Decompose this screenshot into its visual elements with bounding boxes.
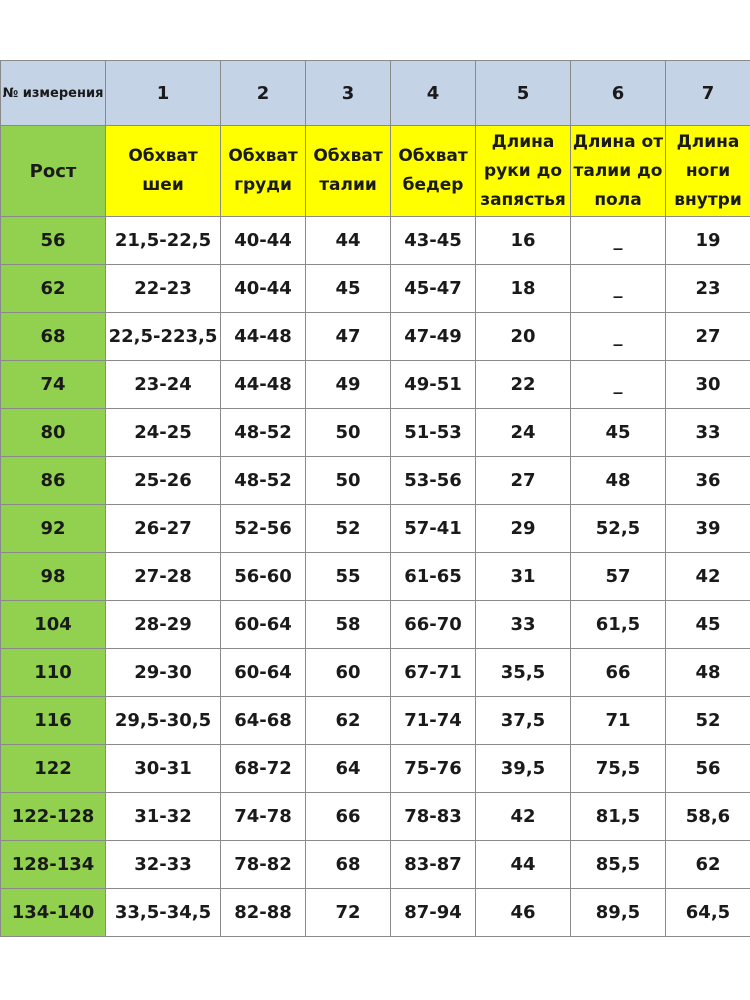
measurement-cell: 58,6 <box>666 793 750 841</box>
measurement-cell: 75-76 <box>391 745 476 793</box>
measurement-cell: 87-94 <box>391 889 476 937</box>
measurement-cell: 27 <box>666 313 750 361</box>
measurement-cell: 48 <box>666 649 750 697</box>
measurement-cell: 57-41 <box>391 505 476 553</box>
measurement-cell: 48-52 <box>221 409 306 457</box>
measurement-cell: 45 <box>666 601 750 649</box>
measurement-cell: 32-33 <box>106 841 221 889</box>
table-row <box>1 793 750 841</box>
measurement-cell: 60-64 <box>221 601 306 649</box>
measurement-cell: 36 <box>666 457 750 505</box>
measurement-cell: 72 <box>306 889 391 937</box>
measurement-cell: 21,5-22,5 <box>106 217 221 265</box>
measurement-cell: 27 <box>476 457 571 505</box>
column-number: 2 <box>221 61 306 126</box>
measurement-cell: 57 <box>571 553 666 601</box>
measurement-cell: 22-23 <box>106 265 221 313</box>
height-cell: 68 <box>1 313 106 361</box>
measurement-cell: 56-60 <box>221 553 306 601</box>
measurement-cell: 31-32 <box>106 793 221 841</box>
measurement-cell: 39 <box>666 505 750 553</box>
measurement-cell: 53-56 <box>391 457 476 505</box>
table-row <box>1 457 750 505</box>
height-cell: 86 <box>1 457 106 505</box>
measurement-cell: 24 <box>476 409 571 457</box>
size-chart-table <box>0 60 750 937</box>
column-name: Длина от талии до пола <box>571 126 666 217</box>
table-row <box>1 409 750 457</box>
measurement-cell: 50 <box>306 457 391 505</box>
measurement-cell: 64-68 <box>221 697 306 745</box>
table-row <box>1 601 750 649</box>
measurement-cell: 29-30 <box>106 649 221 697</box>
measurement-cell: 23-24 <box>106 361 221 409</box>
table-row <box>1 505 750 553</box>
measurement-cell: 45-47 <box>391 265 476 313</box>
measurement-cell: 71 <box>571 697 666 745</box>
measurement-cell: 28-29 <box>106 601 221 649</box>
measurement-cell: 37,5 <box>476 697 571 745</box>
measurement-cell: 27-28 <box>106 553 221 601</box>
column-number: 6 <box>571 61 666 126</box>
measurement-cell: 16 <box>476 217 571 265</box>
measurement-cell: 66 <box>306 793 391 841</box>
measurement-cell: 20 <box>476 313 571 361</box>
measurement-cell: 29 <box>476 505 571 553</box>
height-column-label: Рост <box>1 126 106 217</box>
measurement-cell: 67-71 <box>391 649 476 697</box>
measurement-cell: 42 <box>476 793 571 841</box>
measurement-cell: 31 <box>476 553 571 601</box>
measurement-cell: 62 <box>666 841 750 889</box>
measurement-cell: 48-52 <box>221 457 306 505</box>
column-name: Обхват груди <box>221 126 306 217</box>
measurement-cell: 75,5 <box>571 745 666 793</box>
table-row <box>1 745 750 793</box>
measurement-cell: 40-44 <box>221 265 306 313</box>
measurement-cell: 33 <box>666 409 750 457</box>
measurement-cell: 49 <box>306 361 391 409</box>
column-number: 1 <box>106 61 221 126</box>
measurement-cell: 60-64 <box>221 649 306 697</box>
measurement-cell: 19 <box>666 217 750 265</box>
measurement-cell: 55 <box>306 553 391 601</box>
measurement-cell: 24-25 <box>106 409 221 457</box>
table-row <box>1 265 750 313</box>
table-row <box>1 889 750 937</box>
measurement-cell: 81,5 <box>571 793 666 841</box>
measurement-cell: 29,5-30,5 <box>106 697 221 745</box>
measurement-cell: 61-65 <box>391 553 476 601</box>
column-name: Обхват бедер <box>391 126 476 217</box>
height-cell: 116 <box>1 697 106 745</box>
column-number: 3 <box>306 61 391 126</box>
column-number: 7 <box>666 61 750 126</box>
measurement-cell: _ <box>571 361 666 409</box>
header-number-row <box>1 61 750 126</box>
measurement-cell: 66-70 <box>391 601 476 649</box>
measurement-cell: 23 <box>666 265 750 313</box>
column-name: Длина руки до запястья <box>476 126 571 217</box>
measurement-cell: 40-44 <box>221 217 306 265</box>
height-cell: 134-140 <box>1 889 106 937</box>
height-cell: 62 <box>1 265 106 313</box>
measurement-cell: 52,5 <box>571 505 666 553</box>
measurement-cell: 22,5-223,5 <box>106 313 221 361</box>
measurement-cell: 18 <box>476 265 571 313</box>
measurement-number-label: № измерения <box>1 61 106 126</box>
measurement-cell: 47 <box>306 313 391 361</box>
measurement-cell: 66 <box>571 649 666 697</box>
height-cell: 80 <box>1 409 106 457</box>
height-cell: 122 <box>1 745 106 793</box>
measurement-cell: 64,5 <box>666 889 750 937</box>
measurement-cell: 64 <box>306 745 391 793</box>
header-name-row <box>1 126 750 217</box>
measurement-cell: _ <box>571 217 666 265</box>
measurement-cell: 46 <box>476 889 571 937</box>
measurement-cell: 89,5 <box>571 889 666 937</box>
table-row <box>1 649 750 697</box>
table-row <box>1 361 750 409</box>
measurement-cell: 78-82 <box>221 841 306 889</box>
column-name: Длина ноги внутри <box>666 126 750 217</box>
column-number: 4 <box>391 61 476 126</box>
height-cell: 104 <box>1 601 106 649</box>
height-cell: 74 <box>1 361 106 409</box>
height-cell: 98 <box>1 553 106 601</box>
column-number: 5 <box>476 61 571 126</box>
measurement-cell: 71-74 <box>391 697 476 745</box>
measurement-cell: 47-49 <box>391 313 476 361</box>
table-row <box>1 313 750 361</box>
measurement-cell: 33,5-34,5 <box>106 889 221 937</box>
measurement-cell: 74-78 <box>221 793 306 841</box>
measurement-cell: 33 <box>476 601 571 649</box>
measurement-cell: 52-56 <box>221 505 306 553</box>
measurement-cell: _ <box>571 265 666 313</box>
measurement-cell: 62 <box>306 697 391 745</box>
measurement-cell: 42 <box>666 553 750 601</box>
measurement-cell: _ <box>571 313 666 361</box>
measurement-cell: 52 <box>306 505 391 553</box>
measurement-cell: 25-26 <box>106 457 221 505</box>
height-cell: 92 <box>1 505 106 553</box>
measurement-cell: 44-48 <box>221 361 306 409</box>
table-row <box>1 217 750 265</box>
measurement-cell: 50 <box>306 409 391 457</box>
measurement-cell: 43-45 <box>391 217 476 265</box>
measurement-cell: 68-72 <box>221 745 306 793</box>
measurement-cell: 78-83 <box>391 793 476 841</box>
measurement-cell: 39,5 <box>476 745 571 793</box>
column-name: Обхват шеи <box>106 126 221 217</box>
measurement-cell: 45 <box>306 265 391 313</box>
measurement-cell: 45 <box>571 409 666 457</box>
measurement-cell: 30-31 <box>106 745 221 793</box>
measurement-cell: 44 <box>476 841 571 889</box>
measurement-cell: 82-88 <box>221 889 306 937</box>
measurement-cell: 58 <box>306 601 391 649</box>
table-row <box>1 553 750 601</box>
height-cell: 122-128 <box>1 793 106 841</box>
measurement-cell: 30 <box>666 361 750 409</box>
measurement-cell: 35,5 <box>476 649 571 697</box>
measurement-cell: 68 <box>306 841 391 889</box>
measurement-cell: 51-53 <box>391 409 476 457</box>
height-cell: 56 <box>1 217 106 265</box>
measurement-cell: 44 <box>306 217 391 265</box>
measurement-cell: 56 <box>666 745 750 793</box>
measurement-cell: 52 <box>666 697 750 745</box>
measurement-cell: 26-27 <box>106 505 221 553</box>
table-row <box>1 841 750 889</box>
height-cell: 128-134 <box>1 841 106 889</box>
measurement-cell: 61,5 <box>571 601 666 649</box>
height-cell: 110 <box>1 649 106 697</box>
measurement-cell: 44-48 <box>221 313 306 361</box>
measurement-cell: 49-51 <box>391 361 476 409</box>
measurement-cell: 48 <box>571 457 666 505</box>
table-row <box>1 697 750 745</box>
measurement-cell: 22 <box>476 361 571 409</box>
measurement-cell: 85,5 <box>571 841 666 889</box>
column-name: Обхват талии <box>306 126 391 217</box>
measurement-cell: 83-87 <box>391 841 476 889</box>
measurement-cell: 60 <box>306 649 391 697</box>
